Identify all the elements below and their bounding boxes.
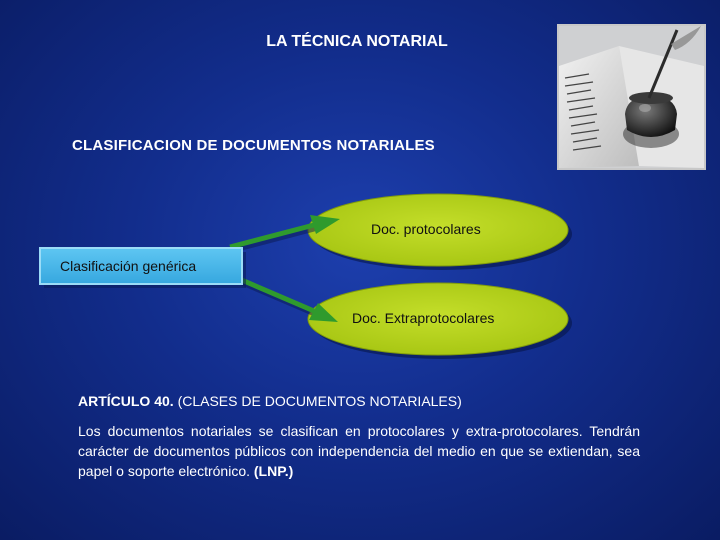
- article-body: [78, 421, 640, 481]
- extraprotocolares-label: Doc. Extraprotocolares: [352, 310, 495, 326]
- article-heading: [78, 391, 640, 411]
- article-text: Los documentos notariales se clasifican en protocolares y extra-protocolares. Tendrán carácter de documentos públicos con independencia del medio en que se extiendan, sea papel o soporte electrónico.: [78, 423, 640, 479]
- slide-title: LA TÉCNICA NOTARIAL: [266, 33, 448, 50]
- article-block: [78, 391, 640, 481]
- arrow-to-extraprotocolares: [230, 275, 338, 322]
- article-citation: (LNP.): [253, 463, 294, 479]
- protocolares-label: Doc. protocolares: [371, 221, 481, 237]
- slide-subtitle: CLASIFICACION DE DOCUMENTOS NOTARIALES: [72, 137, 435, 154]
- article-number: ARTÍCULO 40.: [78, 393, 174, 409]
- article-title: (CLASES DE DOCUMENTOS NOTARIALES): [173, 393, 462, 409]
- root-label: Clasificación genérica: [60, 258, 197, 274]
